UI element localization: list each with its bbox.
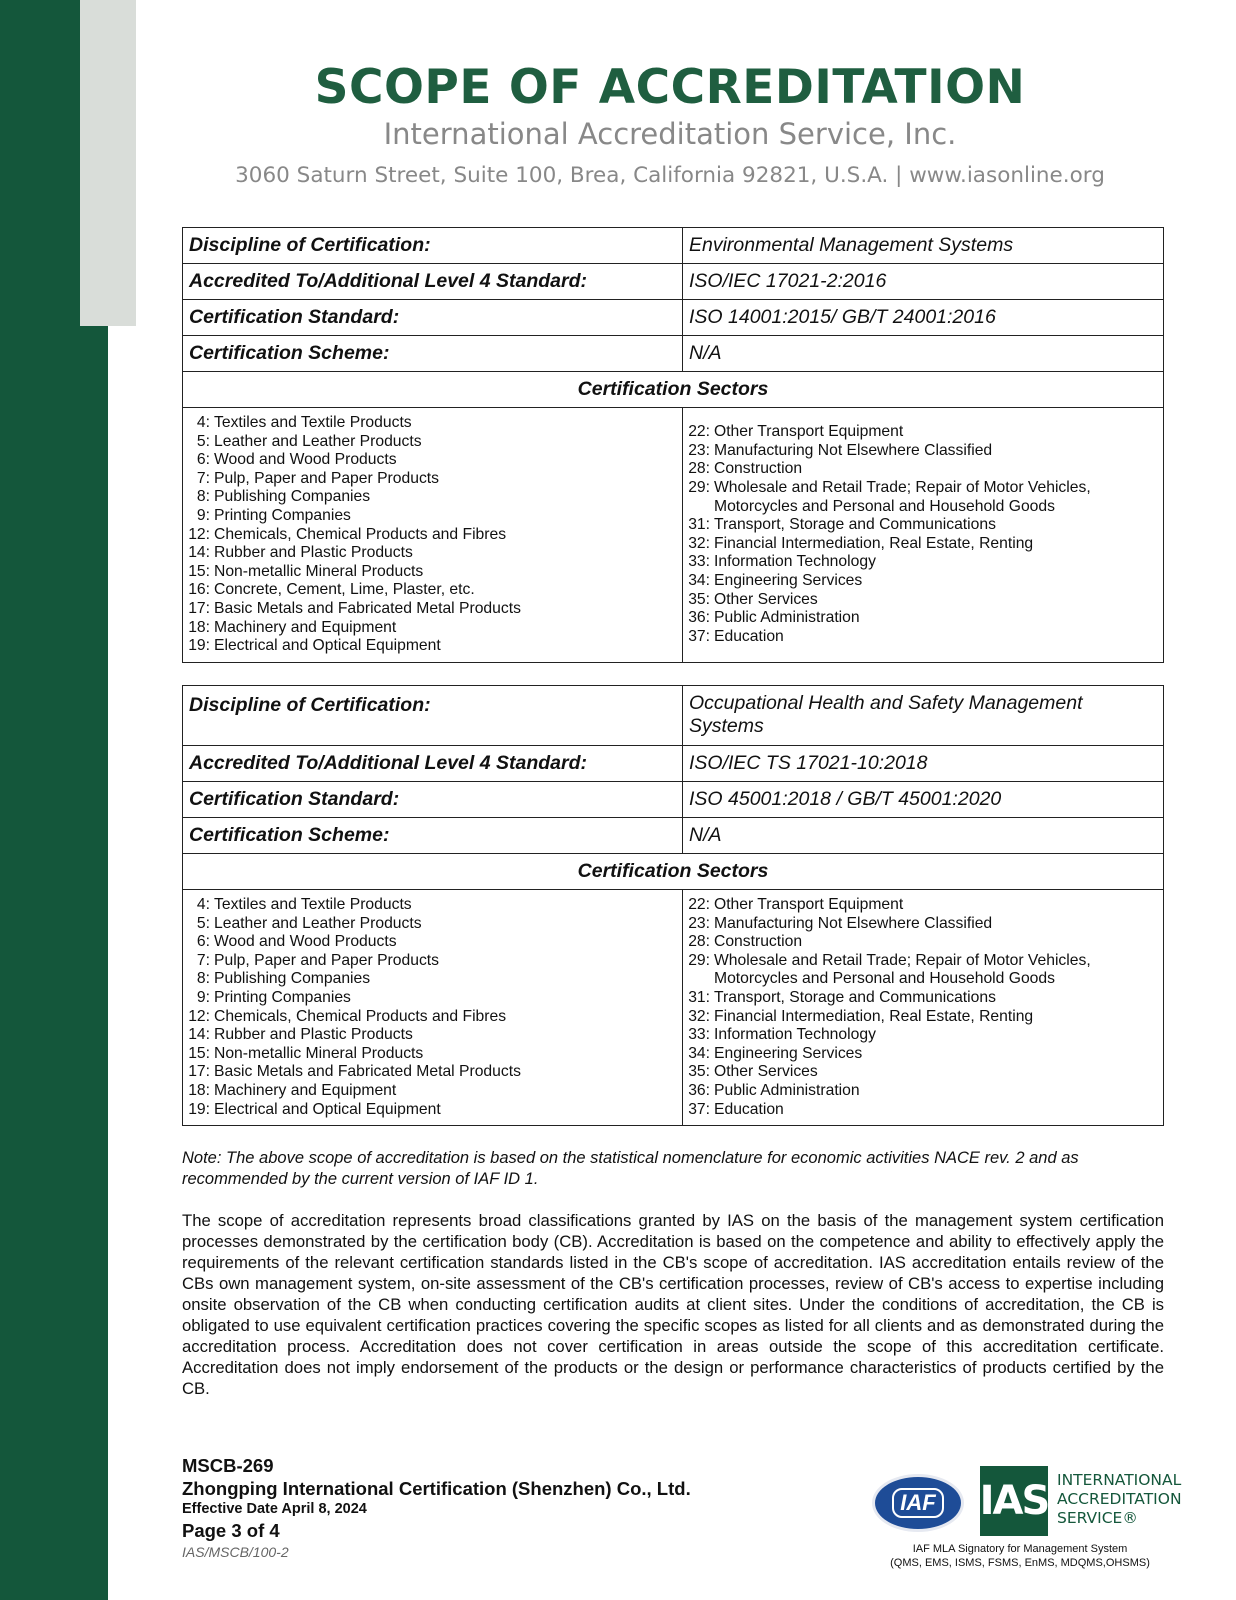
sector-name: Other Services [714, 1063, 818, 1081]
sector-item [687, 1008, 1163, 1027]
sector-item [187, 952, 682, 971]
sector-item [187, 637, 682, 656]
ias-logo: IAS [980, 1466, 1048, 1536]
certificate-code: MSCB-269 [182, 1455, 274, 1476]
accredited-value: ISO/IEC TS 17021-10:2018 [683, 746, 1164, 782]
sector-item [187, 1045, 682, 1064]
sector-name: Basic Metals and Fabricated Metal Products [214, 1063, 521, 1081]
scheme-value: N/A [683, 336, 1164, 372]
sector-item [687, 498, 1163, 517]
sector-code: 28: [688, 933, 710, 951]
discipline-value: Occupational Health and Safety Management Systems [683, 686, 1164, 746]
sector-code: 19: [188, 637, 210, 655]
scheme-label: Certification Scheme: [183, 336, 683, 372]
sector-code [687, 970, 714, 989]
sector-item [187, 1026, 682, 1045]
sector-item [687, 423, 1163, 442]
sector-item [187, 433, 682, 452]
sector-code: 4: [196, 414, 210, 431]
sector-name: Publishing Companies [214, 488, 371, 506]
sector-name: Non-metallic Mineral Products [214, 562, 424, 580]
sector-item [687, 609, 1163, 628]
sector-item [687, 1063, 1163, 1082]
organization-name: International Accreditation Service, Inc. [383, 117, 957, 151]
sector-code: 31: [688, 988, 710, 1006]
sector-name: Machinery and Equipment [214, 1081, 397, 1099]
sector-item [687, 442, 1163, 461]
accreditation-logos [870, 1466, 1182, 1586]
sector-code: 7: [196, 951, 210, 969]
sector-code: 31: [688, 516, 710, 534]
sector-name: Chemicals, Chemical Products and Fibres [214, 525, 507, 543]
sector-code: 28: [688, 460, 710, 478]
ias-wordmark-line: INTERNATIONAL [1057, 1471, 1182, 1489]
discipline-label: Discipline of Certification: [183, 686, 683, 746]
sector-item [187, 915, 682, 934]
sector-name: Publishing Companies [214, 970, 371, 988]
sector-code: 5: [196, 432, 210, 450]
sector-code: 5: [196, 914, 210, 932]
sector-name: Wholesale and Retail Trade; Repair of Motor Vehicles, [714, 479, 1091, 497]
sector-name: Leather and Leather Products [214, 432, 422, 450]
sector-code: 36: [688, 1081, 710, 1099]
sector-item [687, 628, 1163, 647]
sector-code: 12: [188, 1007, 210, 1025]
effective-date: Effective Date April 8, 2024 [182, 1501, 367, 1517]
sector-code: 33: [688, 1026, 710, 1044]
sector-name: Pulp, Paper and Paper Products [214, 951, 439, 969]
sector-item [687, 1026, 1163, 1045]
sector-item [687, 896, 1163, 915]
sector-name: Wood and Wood Products [214, 451, 397, 469]
sector-name: Pulp, Paper and Paper Products [214, 469, 439, 487]
sector-item [187, 470, 682, 489]
ems-scope-table [182, 227, 1164, 663]
sector-code: 29: [688, 951, 710, 969]
sector-item [687, 516, 1163, 535]
sector-item [187, 414, 682, 433]
sector-name: Construction [714, 460, 803, 478]
sector-item [687, 1045, 1163, 1064]
sector-item [187, 970, 682, 989]
sector-code: 19: [188, 1100, 210, 1118]
sector-code: 14: [188, 1026, 210, 1044]
sector-name: Transport, Storage and Communications [714, 516, 996, 534]
sector-code: 33: [688, 553, 710, 571]
standard-label: Certification Standard: [183, 300, 683, 336]
sector-code: 37: [688, 627, 710, 645]
sector-item [187, 933, 682, 952]
sector-code: 34: [688, 572, 710, 590]
sector-code: 23: [688, 441, 710, 459]
scheme-label: Certification Scheme: [183, 818, 683, 854]
discipline-value: Environmental Management Systems [683, 228, 1164, 264]
sector-name: Textiles and Textile Products [214, 414, 412, 431]
standard-value: ISO 45001:2018 / GB/T 45001:2020 [683, 782, 1164, 818]
sector-code: 29: [688, 479, 710, 497]
sector-name: Other Transport Equipment [714, 896, 904, 913]
sector-code: 35: [688, 590, 710, 608]
sector-item [187, 581, 682, 600]
iaf-logo-text: IAF [892, 1488, 943, 1518]
sector-item [687, 915, 1163, 934]
sector-item [187, 1101, 682, 1120]
sector-name: Electrical and Optical Equipment [214, 637, 441, 655]
sector-name: Construction [714, 933, 803, 951]
sector-name: Non-metallic Mineral Products [214, 1044, 424, 1062]
sector-name: Printing Companies [214, 506, 351, 524]
sector-code: 8: [196, 970, 210, 988]
sector-name: Financial Intermediation, Real Estate, Renting [714, 534, 1034, 552]
organization-address: 3060 Saturn Street, Suite 100, Brea, California 92821, U.S.A. | www.iasonline.org [235, 163, 1105, 188]
sectors-heading: Certification Sectors [183, 372, 1164, 408]
sector-item [687, 970, 1163, 989]
accredited-value: ISO/IEC 17021-2:2016 [683, 264, 1164, 300]
sector-name: Concrete, Cement, Lime, Plaster, etc. [214, 581, 475, 599]
sector-item [687, 572, 1163, 591]
sector-name: Rubber and Plastic Products [214, 1026, 413, 1044]
sector-name: Other Transport Equipment [714, 423, 904, 441]
ias-wordmark-line: ACCREDITATION [1057, 1490, 1182, 1508]
sector-item [187, 451, 682, 470]
sector-item [187, 1008, 682, 1027]
sector-code: 6: [196, 451, 210, 469]
sector-name: Wholesale and Retail Trade; Repair of Motor Vehicles, [714, 951, 1091, 969]
sector-item [187, 1082, 682, 1101]
sector-name: Machinery and Equipment [214, 618, 397, 636]
sector-code: 12: [188, 525, 210, 543]
sector-name: Transport, Storage and Communications [714, 988, 996, 1006]
sector-item [687, 1082, 1163, 1101]
standard-label: Certification Standard: [183, 782, 683, 818]
sector-item [187, 896, 682, 915]
sector-code: 17: [188, 1063, 210, 1081]
sector-code: 34: [688, 1044, 710, 1062]
accredited-label: Accredited To/Additional Level 4 Standard: [183, 746, 683, 782]
ohs-scope-table [182, 685, 1164, 1126]
accredited-label: Accredited To/Additional Level 4 Standard: [183, 264, 683, 300]
sector-code: 23: [688, 914, 710, 932]
sector-code: 35: [688, 1063, 710, 1081]
sector-name: Information Technology [714, 1026, 876, 1044]
sector-code: 8: [196, 488, 210, 506]
sector-name: Printing Companies [214, 988, 351, 1006]
sectors-left-list [183, 890, 683, 1126]
sector-item [687, 591, 1163, 610]
sector-name: Information Technology [714, 553, 876, 571]
sector-item [687, 952, 1163, 971]
sector-item [187, 989, 682, 1008]
sector-name: Financial Intermediation, Real Estate, Renting [714, 1007, 1034, 1025]
sector-item [187, 488, 682, 507]
sectors-right-list [683, 408, 1164, 663]
sector-name: Textiles and Textile Products [214, 896, 412, 913]
sector-item [687, 553, 1163, 572]
scope-note: Note: The above scope of accreditation is based on the statistical nomenclature for economic activities NACE rev. 2 and as recommended by the current version of IAF ID 1. [182, 1149, 1079, 1188]
sector-name: Motorcycles and Personal and Household Goods [714, 497, 1055, 515]
sector-name: Manufacturing Not Elsewhere Classified [714, 914, 993, 932]
sector-item [187, 1063, 682, 1082]
footer-info [182, 1454, 691, 1561]
page-number: Page 3 of 4 [182, 1520, 280, 1541]
sector-name: Public Administration [714, 609, 860, 627]
sector-name: Education [714, 1100, 784, 1118]
sector-name: Engineering Services [714, 572, 863, 590]
sector-name: Manufacturing Not Elsewhere Classified [714, 441, 993, 459]
sector-item [187, 544, 682, 563]
sector-code: 15: [188, 562, 210, 580]
sector-name: Rubber and Plastic Products [214, 544, 413, 562]
sector-code: 32: [688, 1007, 710, 1025]
sector-item [687, 460, 1163, 479]
discipline-label: Discipline of Certification: [183, 228, 683, 264]
sector-item [187, 600, 682, 619]
sector-code: 9: [196, 988, 210, 1006]
sectors-right-list [683, 890, 1164, 1126]
sector-item [187, 619, 682, 638]
form-number: IAS/MSCB/100-2 [182, 1544, 289, 1560]
sector-code: 7: [196, 469, 210, 487]
left-accent-block [80, 0, 136, 326]
sector-item [687, 933, 1163, 952]
mla-signatory-text [870, 1542, 1170, 1570]
sector-item [687, 479, 1163, 498]
standard-value: ISO 14001:2015/ GB/T 24001:2016 [683, 300, 1164, 336]
sector-item [187, 563, 682, 582]
sector-code: 22: [688, 423, 710, 441]
sector-name: Education [714, 627, 784, 645]
sectors-heading: Certification Sectors [183, 854, 1164, 890]
sector-code [687, 498, 714, 517]
sector-name: Motorcycles and Personal and Household Goods [714, 970, 1055, 988]
page-title: SCOPE OF ACCREDITATION [314, 60, 1026, 115]
iaf-logo [872, 1474, 964, 1532]
sector-name: Chemicals, Chemical Products and Fibres [214, 1007, 507, 1025]
sectors-left-list [183, 408, 683, 663]
sector-item [687, 535, 1163, 554]
sector-code: 15: [188, 1044, 210, 1062]
company-name: Zhongping International Certification (Shenzhen) Co., Ltd. [182, 1478, 691, 1499]
sector-code: 4: [196, 896, 210, 913]
mla-line: IAF MLA Signatory for Management System [912, 1543, 1128, 1555]
sector-name: Engineering Services [714, 1044, 863, 1062]
sector-code: 9: [196, 506, 210, 524]
sector-item [687, 989, 1163, 1008]
ias-logo-wordmark [1057, 1471, 1182, 1528]
sector-name: Leather and Leather Products [214, 914, 422, 932]
sector-code: 18: [188, 1081, 210, 1099]
sector-code: 17: [188, 599, 210, 617]
sector-code: 22: [688, 896, 710, 913]
sector-code: 16: [188, 581, 210, 599]
sector-code: 6: [196, 933, 210, 951]
sector-name: Other Services [714, 590, 818, 608]
scope-explanation: The scope of accreditation represents broad classifications granted by IAS on the basis of the management system certification processes demonstrated by the certification body (CB). Accreditation is based on the competence and ability to effectively apply the requirements of the relevant certification standards listed in the CB's scope of accreditation. IAS accreditation entails review of the CBs own management system, on-site assessment of the CB's certification processes, review of CB's access to expertise including onsite observation of the CB when conducting certification audits at client sites. Under the conditions of accreditation, the CB is obligated to use equivalent certification practices covering the specific scopes as listed for all clients and as demonstrated during the accreditation process. Accreditation does not cover certification in areas outside the scope of this accreditation certificate. Accreditation does not imply endorsement of the products or the design or performance characteristics of products certified by the CB. [182, 1211, 1164, 1398]
sector-name: Public Administration [714, 1081, 860, 1099]
sector-item [187, 507, 682, 526]
mla-systems-line: (QMS, EMS, ISMS, FSMS, EnMS, MDQMS,OHSMS) [890, 1557, 1150, 1569]
sector-code: 37: [688, 1100, 710, 1118]
sector-name: Electrical and Optical Equipment [214, 1100, 441, 1118]
sector-name: Wood and Wood Products [214, 933, 397, 951]
ias-wordmark-line: SERVICE® [1057, 1509, 1138, 1527]
sector-code: 36: [688, 609, 710, 627]
sector-code: 32: [688, 534, 710, 552]
sector-code: 18: [188, 618, 210, 636]
sector-item [187, 526, 682, 545]
sector-code: 14: [188, 544, 210, 562]
sector-item [687, 1101, 1163, 1120]
scheme-value: N/A [683, 818, 1164, 854]
sector-name: Basic Metals and Fabricated Metal Products [214, 599, 521, 617]
